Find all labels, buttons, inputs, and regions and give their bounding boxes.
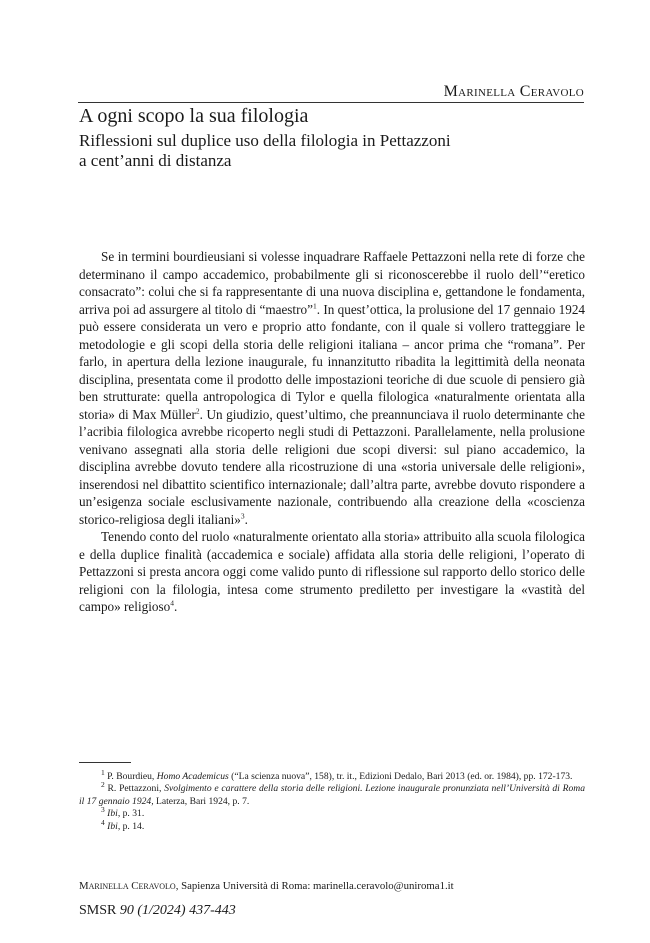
- footnote-ref-2[interactable]: 2: [195, 406, 200, 416]
- subtitle-line-2: a cent’anni di distanza: [79, 151, 232, 170]
- paragraph-1-text-a: Se in termini bourdieusiani si volesse inquadrare Raffaele Pettazzoni nella rete di forze che determinano il campo accademico, probabilmente gli si riconoscerebbe il ruolo dell’“eretico consacrato”: colui che si fa rappresentante di una nuova disciplina e, gettandone le fondamenta, arriva poi ad assurgere al titolo di “maestro”: [79, 249, 585, 317]
- footnote-ref-1[interactable]: 1: [312, 301, 317, 311]
- footnote-3: [79, 805, 585, 820]
- article-subtitle: [79, 131, 559, 171]
- paragraph-1-text-b: . In quest’ottica, la prolusione del 17 gennaio 1924 può essere considerata un vero e proprio atto fondante, con il quale si vollero tratteggiare le metodologie e gli scopi della storia delle religioni italiana – ancor prima che “romana”. Per farlo, in apertura della lezione inaugurale, fu innanzitutto ribadita la legittimità della neonata disciplina, presentata come il prodotto delle impostazioni teoriche di due scuole di pensiero già ben strutturate: quella antropologica di Tylor e quella filologica «naturalmente orientata alla storia» di Max Müller: [79, 301, 586, 422]
- footnote-number: 3: [101, 805, 105, 815]
- footnote-number: 2: [101, 780, 105, 790]
- paragraph-2-text-a: Tenendo conto del ruolo «naturalmente orientato alla storia» attribuito alla scuola filologica e della duplice finalità (accademica e sociale) affidata alla storia delle religioni, l’operato di Pettazzoni si presta ancora oggi come valido punto di riflessione sul rapporto dello storico delle religioni con la filologia, intesa come strumento prediletto per investigare la «vastità del campo» religioso: [79, 529, 585, 614]
- footnote-text: P. Bourdieu,: [104, 771, 157, 782]
- footnote-title: Ibi: [107, 808, 118, 820]
- footnote-number: 1: [101, 767, 105, 777]
- footnote-4: [79, 817, 585, 833]
- footnote-number: 4: [101, 817, 105, 827]
- journal-issue: 90 (1/2024) 437-443: [119, 903, 236, 918]
- article-title: A ogni scopo la sua filologia: [79, 105, 309, 127]
- footnote-ref-3[interactable]: 3: [240, 511, 245, 521]
- paragraph-1-text-c: . Un giudizio, quest’ultimo, che preannunciava il ruolo determinante che l’acribia filologica avrebbe ricoperto negli studi di Pettazzoni. Parallelamente, nella prolusione venivano assegnati alla storia delle religioni due scopi diversi: sul piano accademico, la disciplina avrebbe dovuto tendere alla ricostruzione di una «storia universale delle religioni», inserendosi nel dibattito scientifico internazionale; dall’altra parte, avrebbe dovuto rispondere a un’esigenza sociale esclusivamente nazionale, contribuendo alla creazione della «coscienza storico-religiosa degli italiani»: [79, 406, 585, 527]
- paragraph-2: [79, 528, 585, 616]
- footnotes: [79, 767, 585, 833]
- article-body: [79, 248, 585, 616]
- footnote-text: R. Pettazzoni,: [104, 783, 165, 795]
- header-rule: [78, 102, 584, 103]
- footnote-text: Laterza, Bari 1924, p. 7.: [153, 795, 250, 807]
- footnote-2: [79, 780, 585, 808]
- journal-citation: [79, 903, 236, 919]
- journal-name: SMSR: [79, 903, 120, 918]
- paragraph-1-text-d: .: [244, 511, 248, 527]
- footnote-text: , p. 14.: [117, 820, 145, 832]
- footnote-1: [79, 767, 585, 783]
- footnote-text: , p. 31.: [117, 808, 145, 820]
- footnote-title: Homo Academicus: [156, 771, 229, 782]
- subtitle-line-1: Riflessioni sul duplice uso della filologia in Pettazzoni: [79, 131, 451, 150]
- footnote-title: Ibi: [107, 820, 118, 832]
- running-header-author: Marinella Ceravolo: [443, 83, 584, 100]
- affiliation-details: , Sapienza Università di Roma: marinella.ceravolo@uniroma1.it: [175, 880, 454, 892]
- paragraph-2-text-b: .: [173, 599, 178, 614]
- footnote-title: Svolgimento e carattere della storia delle religioni. Lezione inaugurale pronunziata nell’Università di Roma il 17 gennaio 1924,: [79, 783, 585, 807]
- author-affiliation: [79, 880, 454, 892]
- affiliation-author-name: Marinella Ceravolo: [79, 880, 176, 892]
- paragraph-1: [79, 248, 585, 528]
- footnote-rule: [79, 762, 131, 763]
- footnote-text: (“La scienza nuova”, 158), tr. it., Edizioni Dedalo, Bari 2013 (ed. or. 1984), pp. 172-173.: [228, 771, 573, 782]
- footnote-ref-4[interactable]: 4: [170, 598, 174, 608]
